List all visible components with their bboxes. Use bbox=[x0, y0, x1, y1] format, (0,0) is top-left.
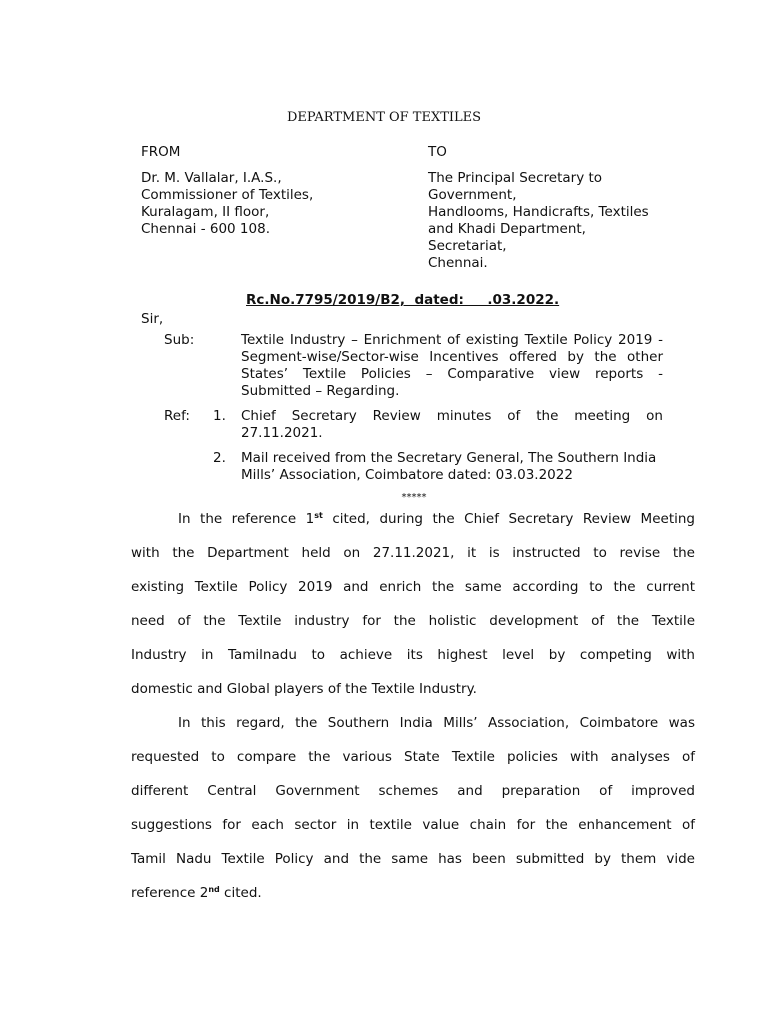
reference-item-2: Mail received from the Secretary General, The Southern India Mills’ Association, Coimbatore dated: 03.03.2022 bbox=[241, 450, 657, 483]
paragraph2-text: reference 2 bbox=[131, 885, 209, 901]
to-address-line: Government, bbox=[428, 187, 517, 203]
reference-item-1: Chief Secretary Review minutes of the meeting on 27.11.2021. bbox=[241, 408, 663, 441]
paragraph1-line: need of the Textile industry for the holistic development of the Textile bbox=[131, 613, 695, 629]
reference-number-2: 2. bbox=[213, 450, 226, 466]
department-heading: DEPARTMENT OF TEXTILES bbox=[286, 110, 482, 125]
to-address-line: Secretariat, bbox=[428, 238, 507, 254]
superscript: st bbox=[314, 511, 323, 520]
from-address bbox=[141, 170, 313, 238]
separator-stars: ***** bbox=[401, 492, 427, 503]
subject-text: Textile Industry – Enrichment of existing Textile Policy 2019 - Segment-wise/Sector-wise Incentives offered by the other States’ Textile Policies – Comparative view reports - Submitted – Regarding. bbox=[241, 332, 663, 399]
paragraph2-line: requested to compare the various State Textile policies with analyses of bbox=[131, 749, 695, 765]
salutation: Sir, bbox=[141, 311, 164, 327]
paragraph2-line: different Central Government schemes and preparation of improved bbox=[131, 783, 695, 799]
paragraph1-line: domestic and Global players of the Textile Industry. bbox=[131, 681, 477, 697]
to-address bbox=[428, 170, 649, 272]
reference-number: Rc.No.7795/2019/B2, dated: .03.2022. bbox=[246, 292, 560, 308]
paragraph2-text: cited. bbox=[219, 885, 262, 901]
to-address-line: and Khadi Department, bbox=[428, 221, 586, 237]
reference-number-1: 1. bbox=[213, 408, 226, 424]
paragraph2-line: Tamil Nadu Textile Policy and the same has been submitted by them vide bbox=[131, 851, 695, 867]
to-address-line: Handlooms, Handicrafts, Textiles bbox=[428, 204, 649, 220]
paragraph1-line bbox=[178, 511, 695, 527]
paragraph2-line: suggestions for each sector in textile value chain for the enhancement of bbox=[131, 817, 695, 833]
paragraph1-text: cited, during the Chief Secretary Review Meeting bbox=[322, 511, 695, 527]
to-label: TO bbox=[428, 144, 447, 160]
from-label: FROM bbox=[141, 144, 181, 160]
paragraph1-text: In the reference 1 bbox=[178, 511, 315, 527]
superscript: nd bbox=[208, 885, 220, 894]
paragraph1-line: Industry in Tamilnadu to achieve its highest level by competing with bbox=[131, 647, 695, 663]
paragraph2-line: In this regard, the Southern India Mills’ Association, Coimbatore was bbox=[178, 715, 695, 731]
from-address-line: Chennai - 600 108. bbox=[141, 221, 270, 237]
paragraph1-line: with the Department held on 27.11.2021, it is instructed to revise the bbox=[131, 545, 695, 561]
paragraph1-line: existing Textile Policy 2019 and enrich the same according to the current bbox=[131, 579, 695, 595]
subject-label: Sub: bbox=[164, 332, 195, 348]
from-address-line: Dr. M. Vallalar, I.A.S., bbox=[141, 170, 282, 186]
from-address-line: Commissioner of Textiles, bbox=[141, 187, 314, 203]
from-address-line: Kuralagam, II floor, bbox=[141, 204, 270, 220]
to-address-line: Chennai. bbox=[428, 255, 488, 271]
reference-label: Ref: bbox=[164, 408, 190, 424]
paragraph2-line bbox=[131, 885, 695, 901]
to-address-line: The Principal Secretary to bbox=[428, 170, 603, 186]
